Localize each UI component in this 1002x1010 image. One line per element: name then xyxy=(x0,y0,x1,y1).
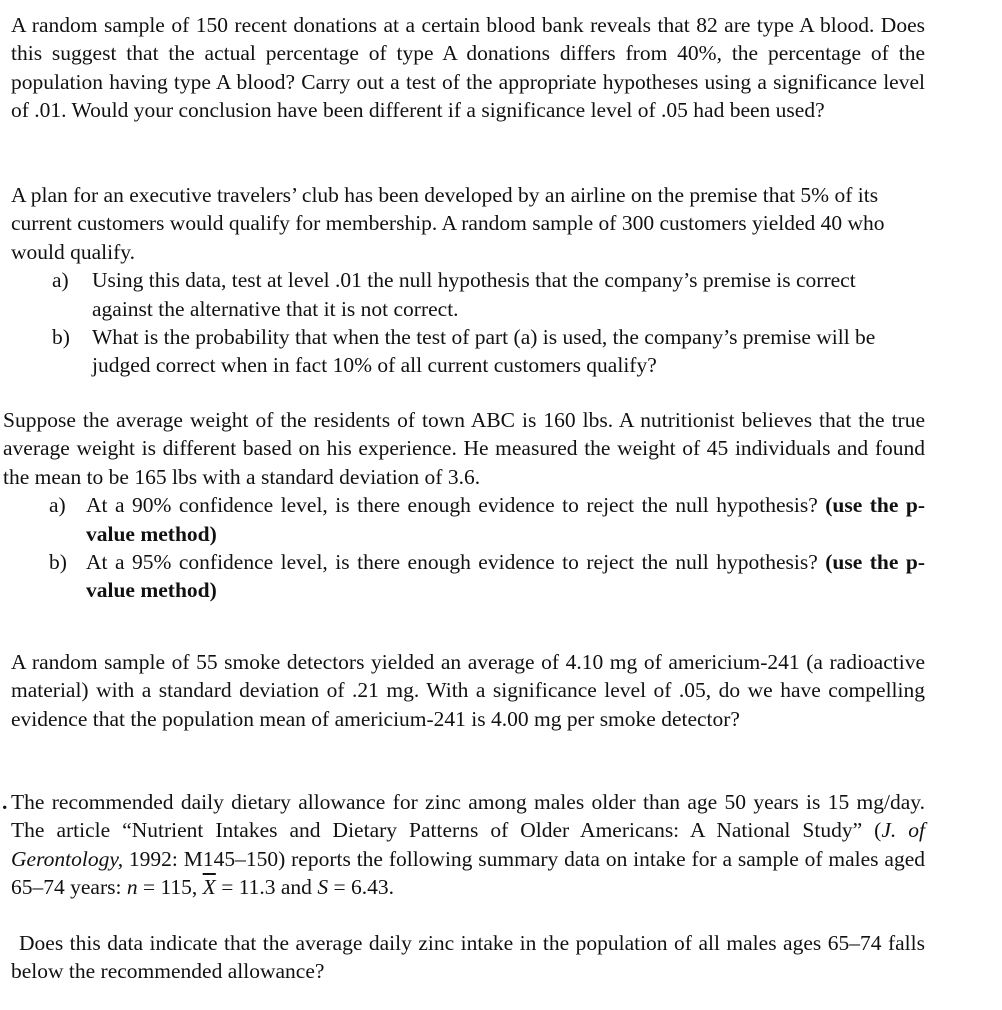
problem-smoke-detectors-text: A random sample of 55 smoke detectors yielded an average of 4.10 mg of americium-241 (a radioactive material) with a standard deviation of .21 mg. With a significance level of .05, do we have compelling evidence that the population mean of americium-241 is 4.00 mg per smoke detector? xyxy=(11,650,925,731)
part-b-text: At a 95% confidence level, is there enough evidence to reject the null hypothesis? xyxy=(86,550,818,575)
problem-town-weight-intro: Suppose the average weight of the residents of town ABC is 160 lbs. A nutritionist believes that the true average weight is different based on his experience. He measured the weight of 45 individuals and found the mean to be 165 lbs with a standard deviation of 3.6. xyxy=(3,408,925,489)
problem-town-weight xyxy=(3,406,925,605)
part-b-label: b) xyxy=(52,325,70,350)
problem-travelers-club-part-a xyxy=(52,266,902,323)
problem-blood-type xyxy=(11,11,925,125)
problem-travelers-club-intro: A plan for an executive travelers’ club has been developed by an airline on the premise that 5% of its current customers would qualify for membership. A random sample of 300 customers yielded 40 who would qualify. xyxy=(11,183,885,264)
problem-zinc xyxy=(11,788,925,902)
symbol-n: n xyxy=(126,875,138,900)
problem-zinc-bullet: . xyxy=(2,790,8,814)
part-b-text: What is the probability that when the test of part (a) is used, the company’s premise will be judged correct when in fact 10% of all current customers qualify? xyxy=(92,325,876,378)
part-a-method: (use the p-value method) xyxy=(86,493,926,546)
part-a-text: Using this data, test at level .01 the null hypothesis that the company’s premise is correct against the alternative that it is not correct. xyxy=(92,268,856,321)
problem-smoke-detectors xyxy=(11,648,925,733)
problem-town-weight-part-a xyxy=(49,491,925,548)
symbol-x-bar: $\overline{X}$ xyxy=(202,875,216,900)
problem-travelers-club-part-b xyxy=(52,323,902,380)
problem-town-weight-part-b xyxy=(49,548,925,605)
part-a-text: At a 90% confidence level, is there enough evidence to reject the null hypothesis? xyxy=(86,493,818,518)
value-s: = 6.43. xyxy=(328,875,394,900)
part-b-method: (use the p-value method) xyxy=(86,550,926,603)
problem-zinc-question-text: Does this data indicate that the average daily zinc intake in the population of all males ages 65–74 falls below the recommended allowance? xyxy=(11,931,925,984)
problem-zinc-text-2: 1992: M145–150) reports the following summary data on intake for a sample of males aged 65–74 years: xyxy=(11,846,925,900)
symbol-s: S xyxy=(317,875,329,900)
problem-zinc-question xyxy=(11,929,925,986)
value-x-bar: = 11.3 and xyxy=(215,875,318,900)
part-a-label: a) xyxy=(49,493,66,518)
part-b-label: b) xyxy=(49,550,67,575)
problem-travelers-club xyxy=(11,181,903,380)
problem-zinc-journal: J. of Gerontology, xyxy=(11,818,925,871)
part-a-label: a) xyxy=(52,268,69,293)
value-n: = 115, xyxy=(137,875,203,900)
problem-blood-type-text: A random sample of 150 recent donations at a certain blood bank reveals that 82 are type A blood. Does this suggest that the actual percentage of type A donations differs from 40%, the percentage of the population having type A blood? Carry out a test of the appropriate hypotheses using a significance level of .01. Would your conclusion have been different if a significance level of .05 had been used? xyxy=(11,13,925,123)
problem-zinc-text-1: The recommended daily dietary allowance for zinc among males older than age 50 years is 15 mg/day. The article “Nutrient Intakes and Dietary Patterns of Older Americans: A National Study” ( xyxy=(11,790,925,843)
